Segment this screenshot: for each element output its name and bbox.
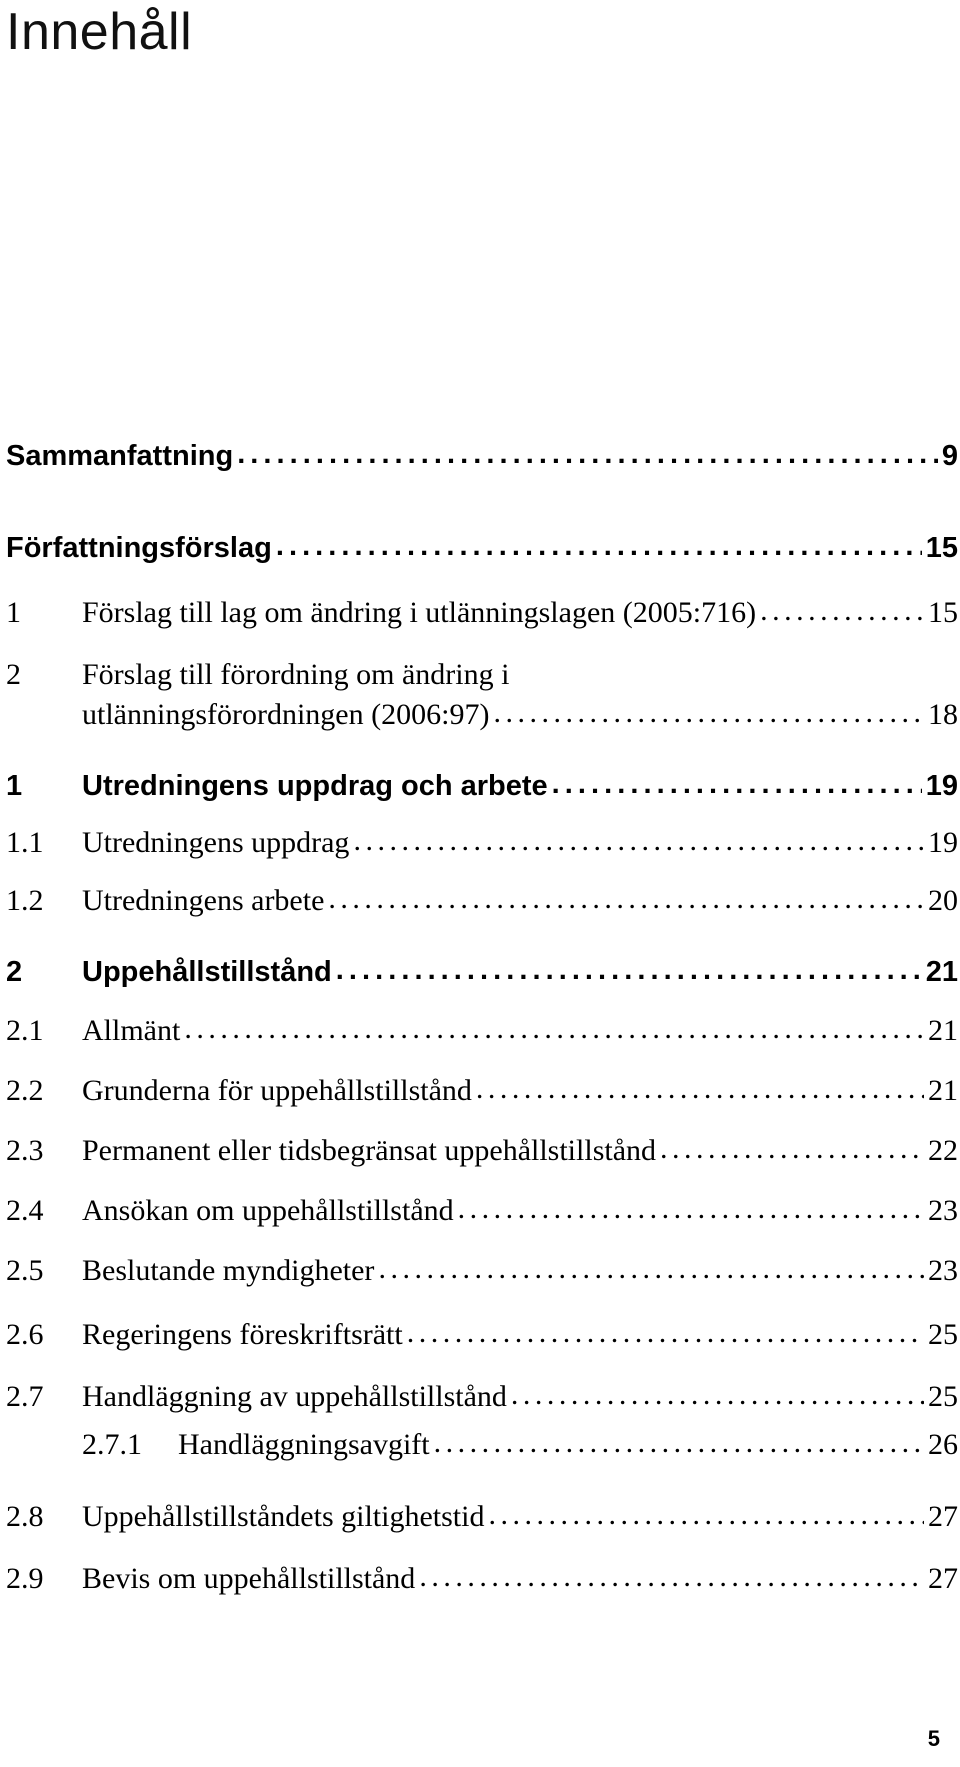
toc-entry-c2-2[interactable]	[6, 1074, 958, 1108]
toc-entry-title: Permanent eller tidsbegränsat uppehållstillstånd	[82, 1134, 657, 1167]
toc-entry-number: 1.1	[6, 826, 44, 859]
toc-entry-page: 22	[928, 1134, 958, 1167]
toc-entry-title: Allmänt	[82, 1014, 181, 1047]
toc-entry-number: 2.8	[6, 1500, 44, 1533]
toc-entry-c1-2[interactable]	[6, 884, 958, 918]
toc-entry-title: Utredningens uppdrag och arbete	[82, 770, 548, 802]
toc-entry-number: 2	[6, 956, 23, 988]
toc-leader-dots	[660, 1132, 924, 1165]
toc-entry-f1[interactable]	[6, 596, 958, 630]
toc-leader-dots	[328, 882, 924, 915]
toc-entry-number: 2.2	[6, 1074, 44, 1107]
toc-entry-page: 21	[925, 956, 958, 988]
toc-leader-dots	[488, 1498, 924, 1531]
toc-entry-c2-4[interactable]	[6, 1194, 958, 1228]
toc-entry-number: 2.4	[6, 1194, 44, 1227]
toc-entry-page: 27	[928, 1562, 958, 1595]
toc-entry-title: Sammanfattning	[6, 440, 234, 472]
toc-entry-number: 2.6	[6, 1318, 44, 1351]
toc-entry-title: Regeringens föreskriftsrätt	[82, 1318, 403, 1351]
toc-entry-title: Beslutande myndigheter	[82, 1254, 375, 1287]
toc-entry-title: utlänningsförordningen (2006:97)	[82, 698, 490, 731]
toc-entry-number: 1.2	[6, 884, 44, 917]
toc-entry-title: Uppehållstillstånd	[82, 956, 332, 988]
toc-leader-dots	[434, 1426, 924, 1459]
toc-entry-title: Utredningens arbete	[82, 884, 325, 917]
toc-entry-page: 27	[928, 1500, 958, 1533]
toc-entry-title: Författningsförslag	[6, 532, 272, 564]
toc-leader-dots	[419, 1560, 924, 1593]
toc-entry-c2-7[interactable]	[6, 1380, 958, 1414]
toc-leader-dots	[760, 594, 924, 627]
toc-entry-page: 19	[928, 826, 958, 859]
toc-entry-title: Förslag till förordning om ändring i	[82, 658, 510, 691]
toc-entry-title: Förslag till lag om ändring i utlänningslagen (2005:716)	[82, 596, 757, 629]
toc-leader-dots	[493, 696, 924, 729]
toc-entry-c2-1[interactable]	[6, 1014, 958, 1048]
toc-entry-page: 21	[928, 1074, 958, 1107]
toc-entry-f2-line2[interactable]	[82, 698, 958, 732]
toc-entry-number: 2.9	[6, 1562, 44, 1595]
toc-leader-dots	[237, 438, 938, 470]
toc-entry-title: Utredningens uppdrag	[82, 826, 350, 859]
toc-entry-c2-9[interactable]	[6, 1562, 958, 1596]
toc-entry-title: Uppehållstillståndets giltighetstid	[82, 1500, 485, 1533]
toc-entry-title: Grunderna för uppehållstillstånd	[82, 1074, 472, 1107]
toc-entry-number: 2.7.1	[82, 1428, 142, 1461]
toc-entry-page: 18	[928, 698, 958, 731]
toc-entry-page: 25	[928, 1318, 958, 1351]
toc-leader-dots	[552, 768, 922, 800]
toc-entry-title: Ansökan om uppehållstillstånd	[82, 1194, 454, 1227]
toc-entry-number: 2.7	[6, 1380, 44, 1413]
toc-entry-number: 1	[6, 770, 23, 802]
toc-entry-page: 23	[928, 1254, 958, 1287]
toc-entry-c2-5[interactable]	[6, 1254, 958, 1288]
toc-entry-c2-8[interactable]	[6, 1500, 958, 1534]
toc-entry-sammanfattning[interactable]	[6, 440, 958, 473]
toc-entry-page: 25	[928, 1380, 958, 1413]
toc-leader-dots	[378, 1252, 924, 1285]
toc-entry-c1[interactable]	[6, 770, 958, 803]
toc-leader-dots	[511, 1378, 924, 1411]
toc-entry-title: Handläggningsavgift	[178, 1428, 430, 1461]
toc-entry-number: 2.5	[6, 1254, 44, 1287]
page-number: 5	[927, 1726, 940, 1751]
toc-entry-number: 2.3	[6, 1134, 44, 1167]
toc-entry-page: 9	[941, 440, 958, 472]
toc-entry-c2[interactable]	[6, 956, 958, 989]
toc-entry-number: 2	[6, 658, 21, 691]
toc-entry-title: Bevis om uppehållstillstånd	[82, 1562, 416, 1595]
toc-entry-c1-1[interactable]	[6, 826, 958, 860]
toc-leader-dots	[336, 954, 922, 986]
toc-entry-c2-7-1[interactable]	[82, 1428, 958, 1462]
toc-entry-page: 19	[925, 770, 958, 802]
toc-leader-dots	[353, 824, 924, 857]
toc-leader-dots	[184, 1012, 924, 1045]
toc-entry-f2[interactable]	[6, 658, 958, 692]
toc-entry-page: 21	[928, 1014, 958, 1047]
toc-entry-c2-3[interactable]	[6, 1134, 958, 1168]
toc-entry-page: 23	[928, 1194, 958, 1227]
toc-entry-page: 20	[928, 884, 958, 917]
toc-entry-number: 2.1	[6, 1014, 44, 1047]
toc-leader-dots	[407, 1316, 924, 1349]
toc-entry-title: Handläggning av uppehållstillstånd	[82, 1380, 507, 1413]
toc-leader-dots	[476, 1072, 924, 1105]
toc-entry-c2-6[interactable]	[6, 1318, 958, 1352]
toc-entry-forfattningsforslag[interactable]	[6, 532, 958, 565]
toc-entry-number: 1	[6, 596, 21, 629]
toc-leader-dots	[458, 1192, 924, 1225]
toc-entry-page: 26	[928, 1428, 958, 1461]
page-title: Innehåll	[6, 3, 193, 61]
toc-leader-dots	[276, 530, 922, 562]
toc-entry-page: 15	[928, 596, 958, 629]
toc-entry-page: 15	[925, 532, 958, 564]
